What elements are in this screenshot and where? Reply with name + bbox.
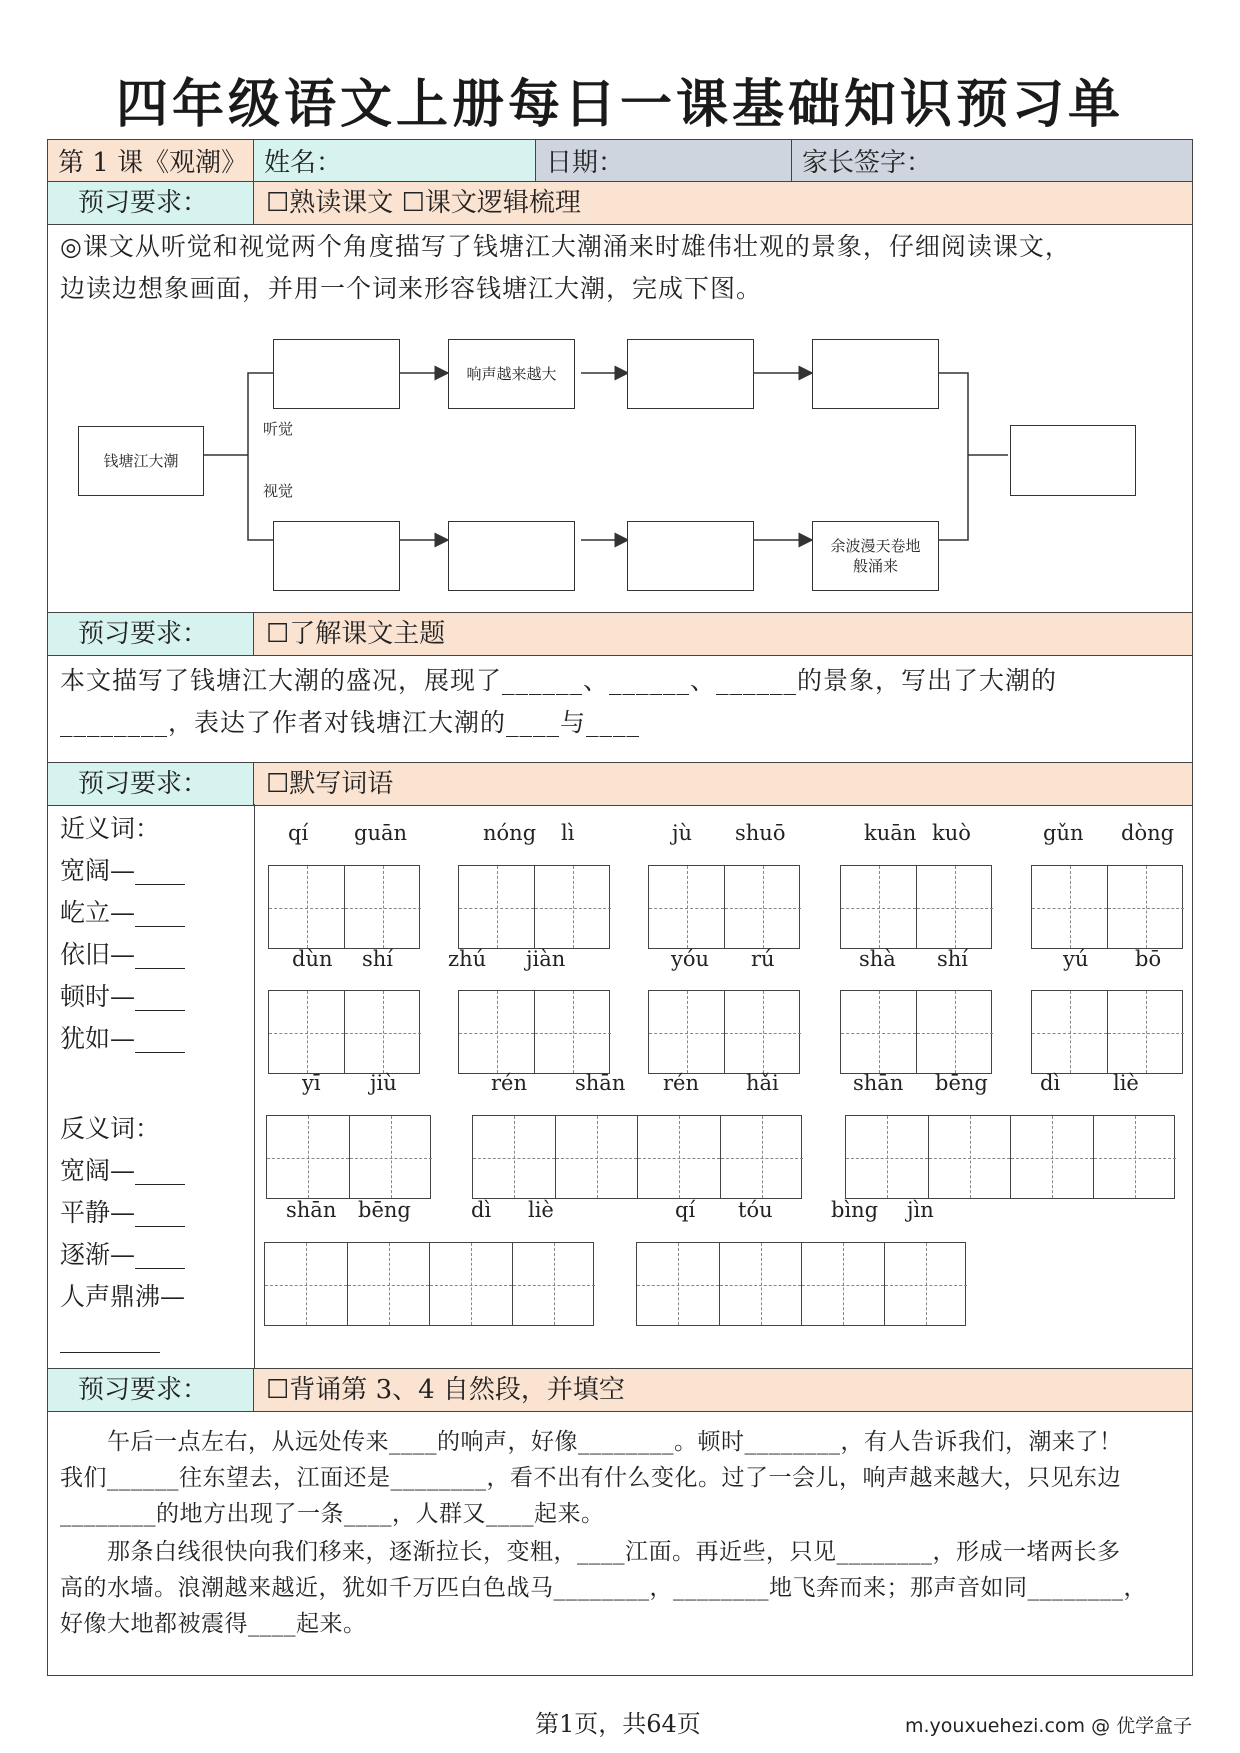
section-2-requirement[interactable]: ☐了解课文主题: [254, 613, 1192, 655]
guide-line: [514, 1116, 515, 1198]
section-2-line-1: 本文描写了钱塘江大潮的盛况，展现了______、______、______的景象，写出了大潮的: [60, 666, 1058, 695]
section-4-bar: [48, 1368, 1192, 1412]
guide-line: [471, 1243, 472, 1325]
guide-line: [348, 1285, 430, 1286]
pinyin-syllable: lì: [561, 821, 575, 845]
guide-line: [345, 1033, 421, 1034]
pinyin-syllable: bēng: [358, 1198, 411, 1222]
section-1-label: 预习要求：: [48, 182, 254, 224]
pinyin-syllable: liè: [528, 1198, 554, 1222]
guide-line: [1052, 1116, 1053, 1198]
guide-line: [725, 1033, 801, 1034]
character-square[interactable]: [1032, 866, 1108, 948]
guide-line: [679, 1116, 680, 1198]
guide-line: [970, 1116, 971, 1198]
guide-line: [1011, 1158, 1093, 1159]
character-square[interactable]: [721, 1116, 804, 1198]
guide-line: [267, 1158, 349, 1159]
pinyin-syllable: dì: [471, 1198, 492, 1222]
name-field[interactable]: 姓名：: [254, 140, 536, 182]
pinyin-syllable: rén: [491, 1071, 527, 1095]
character-square[interactable]: [348, 1243, 431, 1325]
pinyin-syllable: liè: [1113, 1071, 1139, 1095]
section-3-bar: [48, 762, 1192, 806]
character-square[interactable]: [649, 866, 725, 948]
site-watermark: m.youxuehezi.com @ 优学盒子: [905, 1715, 1193, 1737]
guide-line: [649, 1033, 724, 1034]
guide-line: [573, 991, 574, 1073]
pinyin-syllable: yóu: [671, 947, 710, 971]
recite-line: 高的水墙。浪潮越来越近，犹如千万匹白色战马________，________地飞奔而来；那声音如同________，: [60, 1575, 1147, 1601]
pinyin-syllable: shān: [575, 1071, 626, 1095]
pinyin-syllable: gǔn: [1043, 821, 1084, 845]
pinyin-syllable: bēng: [935, 1071, 988, 1095]
section-3-requirement[interactable]: ☐默写词语: [254, 763, 1192, 805]
hearing-label: 听觉: [263, 420, 294, 438]
pinyin-syllable: yú: [1063, 947, 1089, 971]
character-square[interactable]: [556, 1116, 639, 1198]
recite-line: 那条白线很快向我们移来，逐渐拉长，变粗，____江面。再近些，只见________，形成一堵两长多: [60, 1539, 1121, 1565]
guide-line: [1146, 866, 1147, 948]
character-square[interactable]: [725, 866, 801, 948]
recite-line: 我们______往东望去，江面还是________，看不出有什么变化。过了一会儿，响声越来越大，只见东边: [60, 1465, 1121, 1491]
guide-line: [721, 1158, 804, 1159]
pinyin-syllable: bìng: [831, 1198, 879, 1222]
flow-vision-box-4-text: 余波漫天卷地般涌来: [830, 537, 921, 575]
guide-line: [459, 908, 534, 909]
character-square[interactable]: [267, 1116, 350, 1198]
character-square[interactable]: [459, 866, 535, 948]
flow-vision-box-1[interactable]: [273, 521, 400, 591]
section-1-requirement[interactable]: ☐熟读课文 ☐课文逻辑梳理: [254, 182, 1192, 224]
flow-vision-box-3[interactable]: [627, 521, 754, 591]
character-square[interactable]: [535, 866, 611, 948]
guide-line: [269, 908, 344, 909]
guide-line: [846, 1158, 928, 1159]
pinyin-syllable: shuō: [735, 821, 786, 845]
section-3-divider: [254, 804, 255, 1368]
guide-line: [917, 908, 993, 909]
guide-line: [1108, 908, 1184, 909]
pinyin-syllable: jiàn: [526, 947, 566, 971]
guide-line: [1032, 1033, 1107, 1034]
writing-grid[interactable]: [648, 865, 800, 949]
pinyin-syllable: jù: [672, 821, 693, 845]
writing-grid[interactable]: [845, 1115, 1175, 1199]
flow-hearing-box-2-text: 响声越来越大: [466, 365, 557, 383]
antonym-item: 宽阔—____: [60, 1156, 186, 1185]
guide-line: [265, 1285, 347, 1286]
guide-line: [1094, 1158, 1177, 1159]
pinyin-syllable: qí: [288, 821, 309, 845]
guide-line: [1070, 866, 1071, 948]
guide-line: [678, 1243, 679, 1325]
synonym-title: 近义词：: [60, 814, 161, 843]
guide-line: [383, 991, 384, 1073]
antonym-list: [60, 1108, 185, 1360]
guide-line: [459, 1033, 534, 1034]
section-4-requirement[interactable]: ☐背诵第 3、4 自然段，并填空: [254, 1369, 1192, 1411]
writing-grid[interactable]: [458, 865, 610, 949]
antonym-item: 平静—____: [60, 1198, 186, 1227]
character-square[interactable]: [265, 1243, 348, 1325]
flow-hearing-box-1[interactable]: [273, 339, 400, 409]
date-field[interactable]: 日期：: [536, 140, 792, 182]
guide-line: [554, 1243, 555, 1325]
pinyin-syllable: dì: [1040, 1071, 1061, 1095]
section-3-label: 预习要求：: [48, 763, 254, 805]
guide-line: [687, 866, 688, 948]
character-square[interactable]: [345, 991, 421, 1073]
guide-line: [307, 866, 308, 948]
pinyin-syllable: dùn: [292, 947, 333, 971]
guide-line: [843, 1243, 844, 1325]
guide-line: [307, 991, 308, 1073]
synonym-item: 犹如—____: [60, 1024, 186, 1053]
guide-line: [535, 908, 611, 909]
section-1-bar: [48, 182, 1192, 225]
guide-line: [513, 1285, 596, 1286]
guide-line: [802, 1285, 884, 1286]
guide-line: [638, 1158, 720, 1159]
character-square[interactable]: [1011, 1116, 1094, 1198]
character-square[interactable]: [649, 991, 725, 1073]
guide-line: [573, 866, 574, 948]
synonym-item: 屹立—____: [60, 898, 186, 927]
pinyin-syllable: yī: [302, 1071, 321, 1095]
section-4-label: 预习要求：: [48, 1369, 254, 1411]
guide-line: [308, 1116, 309, 1198]
character-square[interactable]: [637, 1243, 720, 1325]
character-square[interactable]: [350, 1116, 433, 1198]
lesson-title: 第 1 课《观潮》: [48, 140, 254, 182]
guide-line: [1032, 908, 1107, 909]
antonym-blank: ________: [60, 1324, 160, 1353]
guide-line: [929, 1158, 1011, 1159]
guide-line: [306, 1243, 307, 1325]
vision-label: 视觉: [263, 482, 294, 500]
guide-line: [391, 1116, 392, 1198]
pinyin-syllable: shí: [937, 947, 969, 971]
character-square[interactable]: [1108, 991, 1184, 1073]
pinyin-syllable: shān: [853, 1071, 904, 1095]
character-square[interactable]: [638, 1116, 721, 1198]
pinyin-syllable: guān: [354, 821, 408, 845]
guide-line: [389, 1243, 390, 1325]
writing-grid[interactable]: [264, 1242, 594, 1326]
guide-line: [637, 1285, 719, 1286]
parent-signature-field[interactable]: 家长签字：: [792, 140, 1192, 182]
guide-line: [725, 908, 801, 909]
section-1-text-2: 边读边想象画面，并用一个词来形容钱塘江大潮，完成下图。: [60, 274, 763, 303]
character-square[interactable]: [269, 866, 345, 948]
pinyin-syllable: kuān: [864, 821, 917, 845]
pinyin-syllable: jiù: [370, 1071, 397, 1095]
guide-line: [761, 1243, 762, 1325]
character-square[interactable]: [1094, 1116, 1177, 1198]
guide-line: [535, 1033, 611, 1034]
pinyin-syllable: dòng: [1121, 821, 1175, 845]
flow-summary-box[interactable]: [1010, 425, 1136, 496]
antonym-title: 反义词：: [60, 1114, 161, 1143]
guide-line: [841, 1033, 916, 1034]
writing-grid[interactable]: [1031, 865, 1183, 949]
guide-line: [345, 908, 421, 909]
guide-line: [269, 1033, 344, 1034]
guide-line: [763, 866, 764, 948]
pinyin-syllable: hǎi: [746, 1071, 779, 1095]
flow-vision-box-4: [812, 521, 939, 591]
guide-line: [926, 1243, 927, 1325]
character-square[interactable]: [917, 866, 993, 948]
guide-line: [917, 1033, 993, 1034]
guide-line: [955, 866, 956, 948]
guide-line: [841, 908, 916, 909]
character-square[interactable]: [885, 1243, 968, 1325]
character-square[interactable]: [1108, 866, 1184, 948]
writing-grid[interactable]: [268, 865, 420, 949]
flow-root-text: 钱塘江大潮: [103, 452, 179, 470]
character-square[interactable]: [473, 1116, 556, 1198]
pinyin-syllable: jìn: [907, 1198, 934, 1222]
writing-grid[interactable]: [840, 865, 992, 949]
character-square[interactable]: [802, 1243, 885, 1325]
character-square[interactable]: [430, 1243, 513, 1325]
synonym-item: 宽阔—____: [60, 856, 186, 885]
character-square[interactable]: [917, 991, 993, 1073]
character-square[interactable]: [846, 1116, 929, 1198]
pinyin-syllable: shí: [362, 947, 394, 971]
antonym-item: 人声鼎沸—: [60, 1282, 186, 1311]
guide-line: [350, 1158, 433, 1159]
character-square[interactable]: [841, 866, 917, 948]
pinyin-syllable: rén: [663, 1071, 699, 1095]
writing-grid[interactable]: [266, 1115, 431, 1199]
character-square[interactable]: [1032, 991, 1108, 1073]
guide-line: [497, 991, 498, 1073]
antonym-item: 逐渐—____: [60, 1240, 186, 1269]
guide-line: [879, 991, 880, 1073]
guide-line: [556, 1158, 638, 1159]
guide-line: [430, 1285, 512, 1286]
character-square[interactable]: [345, 866, 421, 948]
page-title: 四年级语文上册每日一课基础知识预习单: [115, 75, 1124, 135]
guide-line: [383, 866, 384, 948]
writing-grid[interactable]: [458, 990, 610, 1074]
writing-grid[interactable]: [840, 990, 992, 1074]
character-square[interactable]: [459, 991, 535, 1073]
guide-line: [1070, 991, 1071, 1073]
character-square[interactable]: [720, 1243, 803, 1325]
guide-line: [597, 1116, 598, 1198]
pinyin-syllable: shà: [859, 947, 896, 971]
character-square[interactable]: [535, 991, 611, 1073]
guide-line: [885, 1285, 968, 1286]
section-1-text-1: ◎课文从听觉和视觉两个角度描写了钱塘江大潮涌来时雄伟壮观的景象，仔细阅读课文，: [60, 232, 1071, 261]
flow-hearing-box-3[interactable]: [627, 339, 754, 409]
writing-grid[interactable]: [636, 1242, 966, 1326]
writing-grid[interactable]: [1031, 990, 1183, 1074]
guide-line: [649, 908, 724, 909]
guide-line: [473, 1158, 555, 1159]
pinyin-syllable: tóu: [738, 1198, 773, 1222]
pinyin-syllable: shān: [286, 1198, 337, 1222]
guide-line: [1108, 1033, 1184, 1034]
guide-line: [762, 1116, 763, 1198]
page-number: 第1页，共64页: [535, 1710, 701, 1738]
writing-grid[interactable]: [268, 990, 420, 1074]
guide-line: [763, 991, 764, 1073]
pinyin-syllable: nóng: [483, 821, 537, 845]
writing-grid[interactable]: [472, 1115, 802, 1199]
guide-line: [1135, 1116, 1136, 1198]
writing-grid[interactable]: [648, 990, 800, 1074]
section-2-line-2: ________，表达了作者对钱塘江大潮的____与____: [60, 708, 641, 737]
guide-line: [879, 866, 880, 948]
guide-line: [687, 991, 688, 1073]
flow-hearing-box-4[interactable]: [812, 339, 939, 409]
section-2-label: 预习要求：: [48, 613, 254, 655]
guide-line: [887, 1116, 888, 1198]
pinyin-syllable: zhú: [448, 947, 487, 971]
recite-line: 好像大地都被震得____起来。: [60, 1611, 367, 1637]
flow-hearing-box-2: [448, 339, 575, 409]
flow-vision-box-2[interactable]: [448, 521, 575, 591]
character-square[interactable]: [269, 991, 345, 1073]
character-square[interactable]: [841, 991, 917, 1073]
guide-line: [497, 866, 498, 948]
character-square[interactable]: [725, 991, 801, 1073]
pinyin-syllable: bō: [1135, 947, 1162, 971]
guide-line: [1146, 991, 1147, 1073]
synonym-item: 依旧—____: [60, 940, 186, 969]
guide-line: [955, 991, 956, 1073]
pinyin-syllable: rú: [751, 947, 775, 971]
character-square[interactable]: [929, 1116, 1012, 1198]
recite-line: ________的地方出现了一条____，人群又____起来。: [60, 1501, 605, 1527]
flow-root-box: [78, 426, 204, 496]
guide-line: [720, 1285, 802, 1286]
character-square[interactable]: [513, 1243, 596, 1325]
synonym-list: [60, 808, 185, 1060]
synonym-item: 顿时—____: [60, 982, 186, 1011]
section-2-bar: [48, 612, 1192, 656]
pinyin-syllable: qí: [675, 1198, 696, 1222]
recite-line: 午后一点左右，从远处传来____的响声，好像________。顿时________，有人告诉我们，潮来了！: [60, 1429, 1123, 1455]
worksheet: [47, 139, 1193, 1676]
pinyin-syllable: kuò: [932, 821, 971, 845]
